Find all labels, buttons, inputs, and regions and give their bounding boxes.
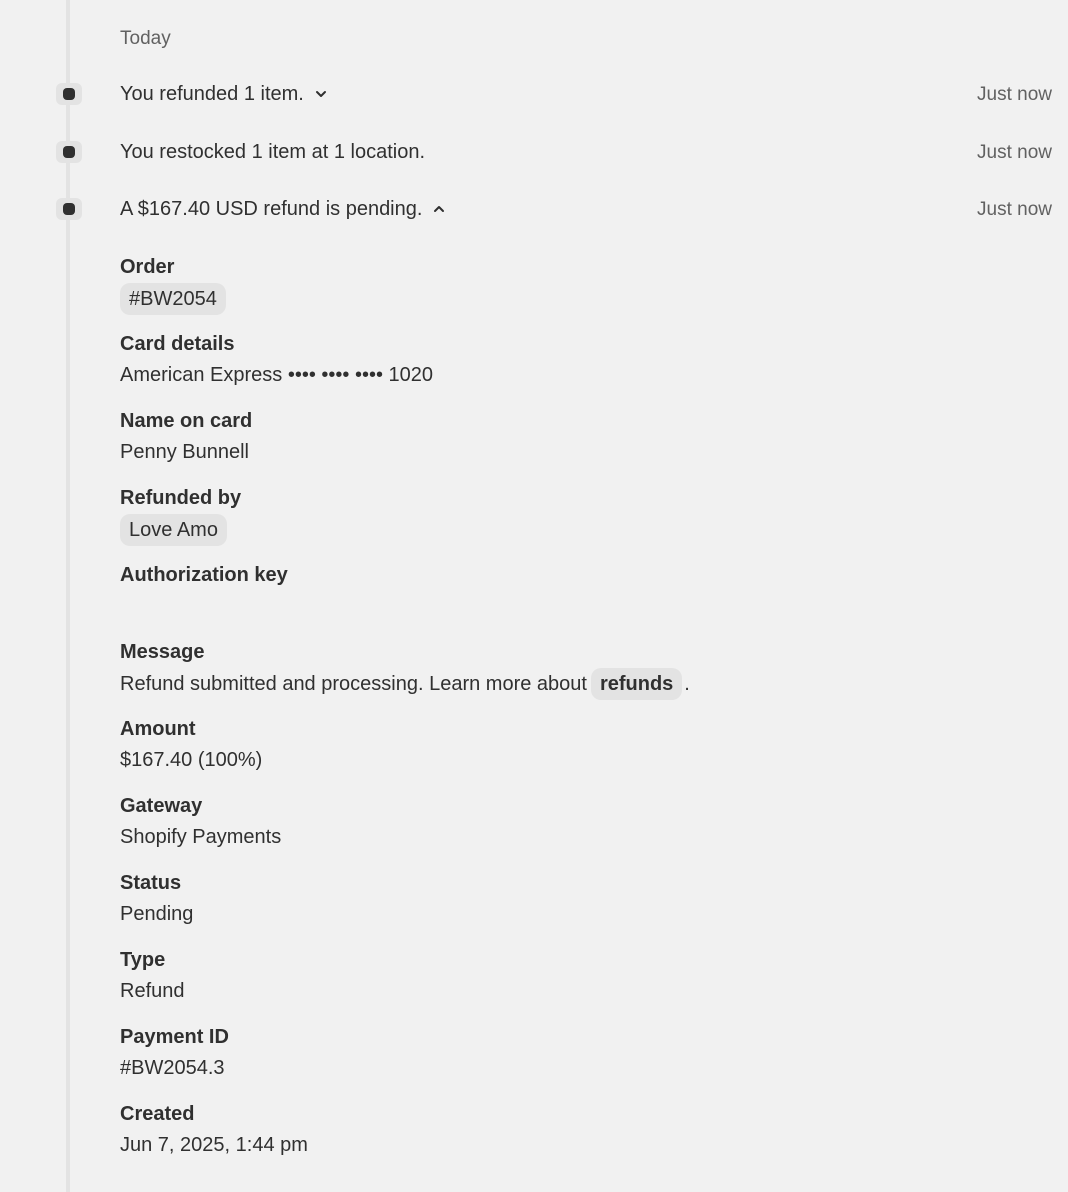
timeline-dot-icon: [56, 83, 82, 105]
detail-value: Penny Bunnell: [120, 441, 249, 463]
detail-label: Created: [120, 1103, 195, 1125]
detail-label: Authorization key: [120, 564, 288, 586]
detail-value: #BW2054.3: [120, 1057, 225, 1079]
detail-value: Pending: [120, 903, 194, 925]
message-text: Refund submitted and processing. Learn more about: [120, 673, 587, 695]
event-timestamp: Just now: [977, 84, 1052, 105]
detail-value: $167.40 (100%): [120, 749, 263, 771]
refunds-help-link[interactable]: refunds: [591, 668, 682, 700]
detail-value: American Express •••• •••• •••• 1020: [120, 364, 434, 386]
detail-label: Message: [120, 641, 205, 663]
timeline-event-restocked: [0, 132, 1068, 172]
event-timestamp: Just now: [977, 199, 1052, 220]
detail-refunded-by: [120, 486, 1020, 563]
detail-label: Card details: [120, 333, 235, 355]
event-text: A $167.40 USD refund is pending.: [120, 198, 423, 220]
detail-label: Status: [120, 872, 182, 894]
detail-name-on-card: [120, 409, 1020, 486]
timeline-dot-icon: [56, 198, 82, 220]
timeline-event-refunded: [0, 74, 1068, 114]
detail-authorization-key: [120, 563, 1020, 640]
event-collapse-toggle[interactable]: [120, 198, 448, 220]
detail-created: [120, 1102, 1020, 1179]
detail-value: Refund: [120, 980, 185, 1002]
event-text: You restocked 1 item at 1 location.: [120, 141, 425, 163]
detail-value: Shopify Payments: [120, 826, 282, 848]
timeline-date-header: Today: [120, 28, 171, 49]
detail-label: Gateway: [120, 795, 203, 817]
timeline-dot-icon: [56, 141, 82, 163]
detail-label: Payment ID: [120, 1026, 229, 1048]
timeline-rail: [66, 0, 70, 1192]
event-timestamp: Just now: [977, 142, 1052, 163]
chevron-up-icon: [430, 200, 448, 218]
event-expand-toggle[interactable]: [120, 83, 330, 105]
detail-payment-id: [120, 1025, 1020, 1102]
detail-amount: [120, 717, 1020, 794]
timeline-event-refund-pending: [0, 189, 1068, 229]
detail-order: [120, 255, 1020, 332]
event-text: You refunded 1 item.: [120, 83, 304, 105]
detail-status: [120, 871, 1020, 948]
detail-value: [120, 593, 1020, 619]
detail-label: Amount: [120, 718, 196, 740]
detail-message: [120, 640, 1020, 717]
detail-value: Jun 7, 2025, 1:44 pm: [120, 1134, 308, 1156]
detail-label: Refunded by: [120, 487, 242, 509]
message-suffix: .: [684, 673, 690, 695]
refund-details: [120, 255, 1020, 1179]
staff-member-link[interactable]: Love Amo: [120, 514, 227, 546]
chevron-down-icon: [312, 85, 330, 103]
order-link[interactable]: #BW2054: [120, 283, 226, 315]
detail-gateway: [120, 794, 1020, 871]
detail-type: [120, 948, 1020, 1025]
detail-card-details: [120, 332, 1020, 409]
detail-label: Name on card: [120, 410, 253, 432]
detail-label: Order: [120, 256, 175, 278]
detail-label: Type: [120, 949, 166, 971]
